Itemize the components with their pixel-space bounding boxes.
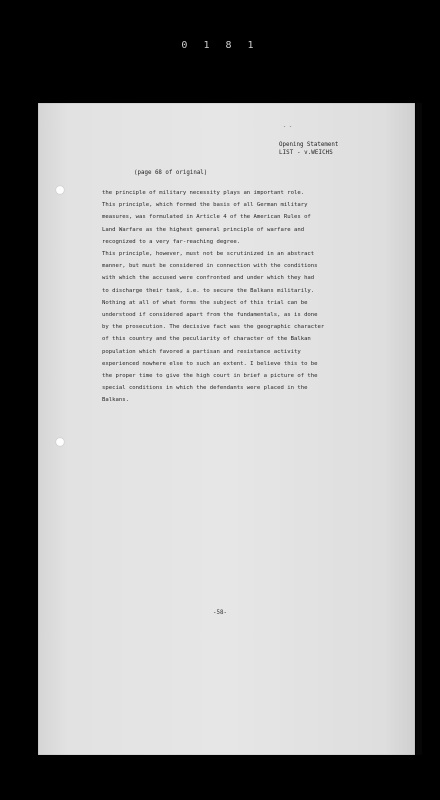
punch-hole: [56, 438, 64, 446]
header-title: Opening Statement: [279, 142, 339, 148]
body-line: recognized to a very far-reaching degree.: [102, 238, 241, 245]
body-line: experienced nowhere else to such an extent. I believe this to be: [102, 360, 318, 367]
body-line: of this country and the peculiarity of character of the Balkan: [102, 336, 311, 343]
document-header: [279, 141, 338, 157]
body-line: the principle of military necessity plays an important role.: [102, 190, 305, 196]
body-line: understood if considered apart from the fundamentals, as is done: [102, 312, 318, 319]
body-line: This principle, however, must not be scrutinized in an abstract: [102, 251, 315, 258]
body-line: the proper time to give the high court in brief a picture of the: [102, 373, 318, 380]
body-line: population which favored a partisan and resistance activity: [102, 348, 301, 355]
punch-hole: [56, 186, 64, 194]
body-text: [102, 187, 402, 407]
film-frame-code: 0 1 8 1: [181, 40, 259, 51]
body-line: Land Warfare as the highest general principle of warfare and: [102, 226, 305, 233]
body-line: with which the accused were confronted and under which they had: [102, 275, 315, 282]
page-number: -58-: [213, 610, 227, 616]
header-case: LIST - v.WEICHS: [279, 150, 333, 156]
body-line: measures, was formulated in Article 4 of the American Rules of: [102, 214, 311, 221]
body-line: special conditions in which the defendants were placed in the: [102, 385, 308, 392]
body-line: This principle, which formed the basis of all German military: [102, 202, 308, 209]
body-line: Balkans.: [102, 397, 129, 404]
document-page: [38, 103, 415, 755]
body-line: manner, but must be considered in connection with the conditions: [102, 263, 318, 270]
original-page-note: (page 68 of original): [134, 170, 208, 176]
body-line: Nothing at all of what forms the subject of this trial can be: [102, 299, 308, 306]
top-mark: - -: [283, 124, 293, 130]
body-line: by the prosecution. The decisive fact was the geographic character: [102, 324, 325, 331]
body-line: to discharge their task, i.e. to secure the Balkans militarily.: [102, 287, 315, 294]
film-edge: [416, 103, 422, 755]
